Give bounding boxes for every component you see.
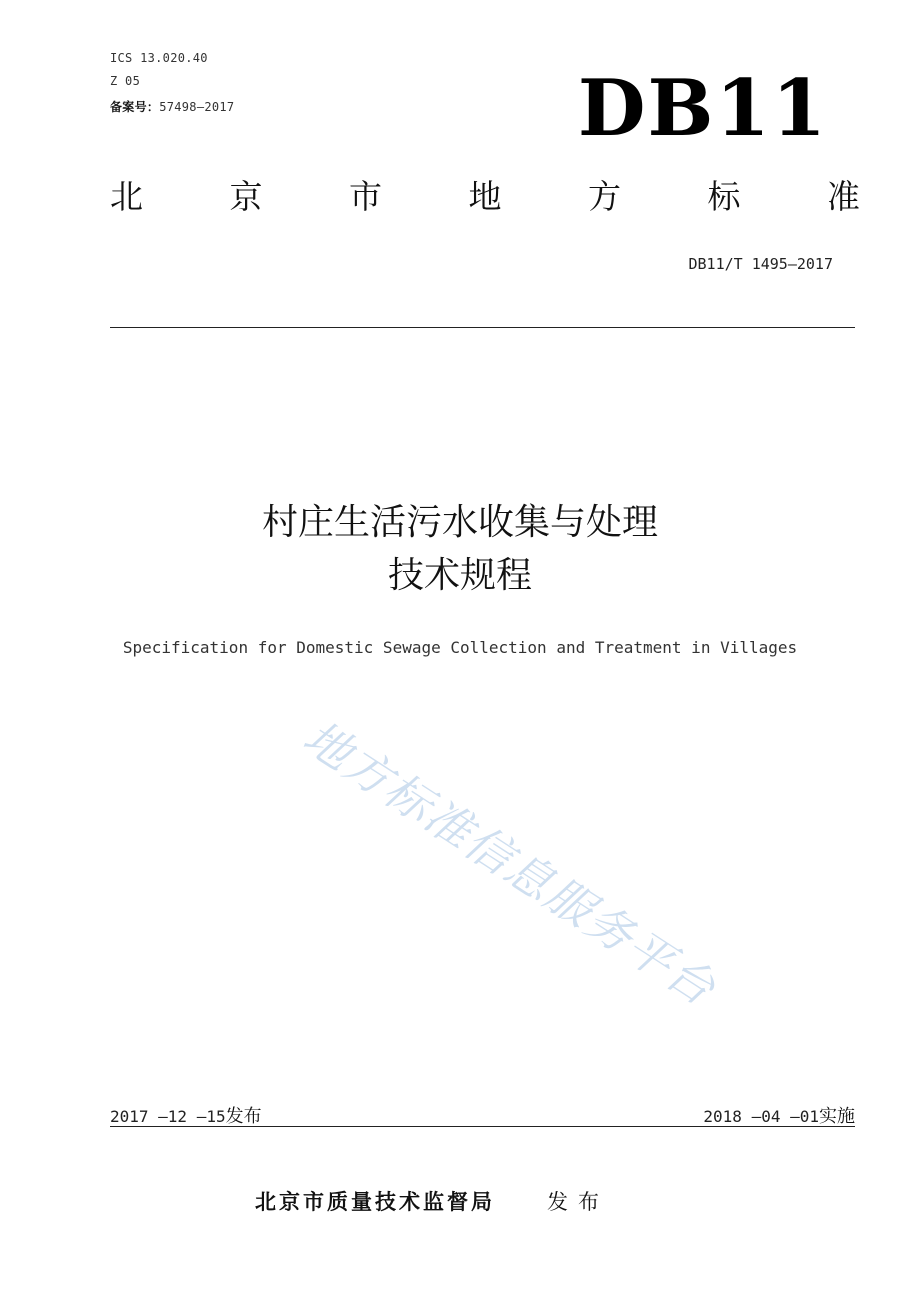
effective-label: 实施 xyxy=(819,1106,855,1127)
filing-value: 57498—2017 xyxy=(159,100,235,114)
standard-type-char: 标 xyxy=(707,177,741,216)
publish-label: 发布 xyxy=(225,1106,262,1127)
issuer xyxy=(255,1186,609,1216)
issuer-name: 北京市质量技术监督局 xyxy=(255,1190,495,1214)
standard-type-heading xyxy=(110,177,860,216)
bottom-divider xyxy=(110,1126,855,1127)
watermark: 地方标准信息服务平台 xyxy=(294,709,726,1017)
standard-type-char: 京 xyxy=(229,177,263,216)
standard-type-char: 地 xyxy=(468,177,502,216)
standard-type-char: 方 xyxy=(588,177,621,216)
standard-type-char: 北 xyxy=(110,177,143,216)
document-title-line2: 技术规程 xyxy=(387,555,532,596)
top-divider xyxy=(110,327,855,328)
document-title-line1: 村庄生活污水收集与处理 xyxy=(261,502,658,543)
effective-date-value: 2018 —04 —01 xyxy=(703,1107,819,1126)
effective-date xyxy=(703,1102,855,1128)
ics-code: ICS 13.020.40 xyxy=(110,51,208,65)
standard-number: DB11/T 1495—2017 xyxy=(688,255,833,273)
ccs-code: Z 05 xyxy=(110,74,141,88)
filing-number xyxy=(110,98,234,115)
english-title: Specification for Domestic Sewage Collection and Treatment in Villages xyxy=(122,638,798,657)
publish-date-value: 2017 —12 —15 xyxy=(110,1107,226,1126)
filing-label: 备案号： xyxy=(110,100,160,114)
standard-type-char: 准 xyxy=(827,177,860,216)
publish-date xyxy=(110,1102,262,1128)
issuer-action: 发布 xyxy=(547,1190,609,1214)
standard-logo: DB11 xyxy=(577,63,828,154)
standard-type-char: 市 xyxy=(349,177,382,216)
